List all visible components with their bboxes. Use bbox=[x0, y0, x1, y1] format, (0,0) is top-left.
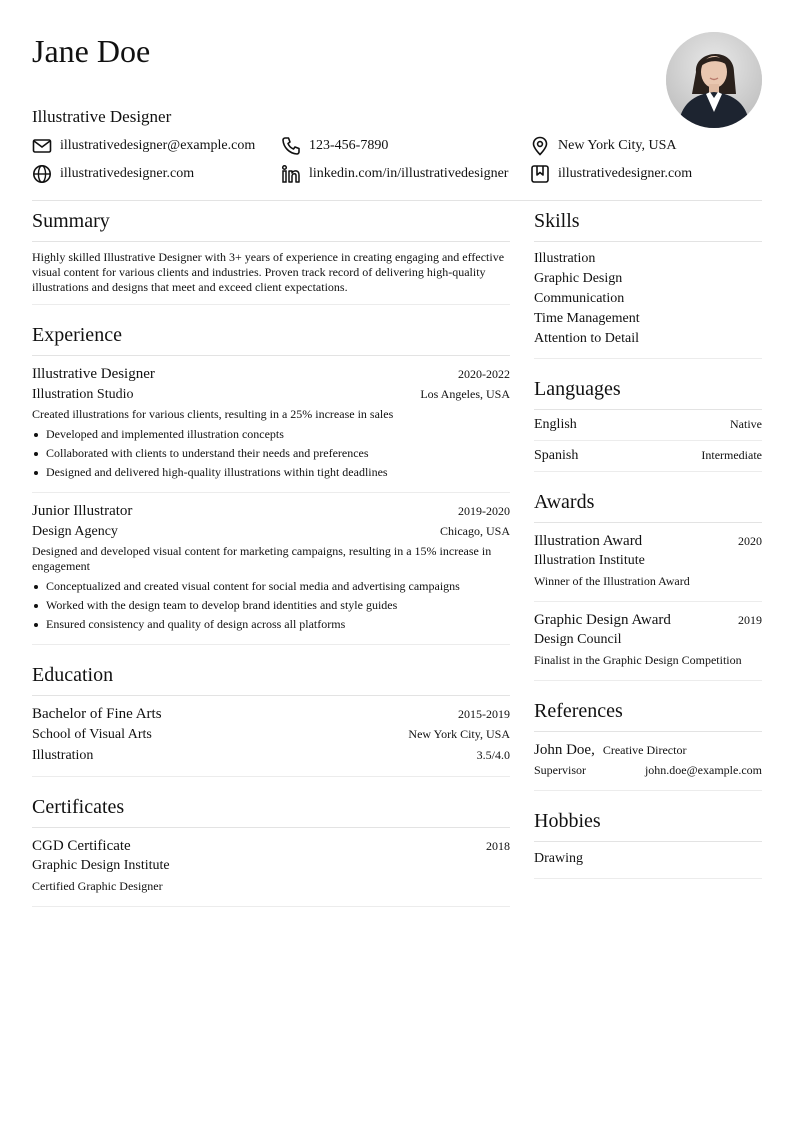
certificate-issuer: Graphic Design Institute bbox=[32, 858, 170, 873]
job-bullet: Conceptualized and created visual content for social media and advertising campaigns bbox=[32, 577, 510, 596]
award-year: 2019 bbox=[738, 613, 762, 627]
profile-photo-illustration bbox=[666, 32, 762, 128]
left-column bbox=[32, 200, 510, 925]
skills-list bbox=[534, 249, 762, 349]
skills-section bbox=[534, 209, 762, 359]
award-issuer: Illustration Institute bbox=[534, 553, 645, 568]
resume-page bbox=[32, 0, 762, 1123]
experience-heading: Experience bbox=[32, 323, 510, 356]
reference-relation: Supervisor bbox=[534, 763, 586, 777]
person-name: Jane Doe bbox=[32, 33, 151, 69]
linkedin-icon bbox=[281, 164, 301, 184]
reference-entry bbox=[534, 732, 762, 790]
contact-phone[interactable] bbox=[281, 134, 388, 158]
contact-location bbox=[530, 134, 677, 158]
job-headline: Illustrative Designer bbox=[32, 107, 172, 126]
profile-photo bbox=[666, 32, 762, 128]
award-issuer: Design Council bbox=[534, 632, 622, 647]
job-dates: 2020-2022 bbox=[458, 367, 510, 381]
reference-name: John Doe, bbox=[534, 742, 595, 758]
location-text: New York City, USA bbox=[558, 138, 677, 153]
summary-text: Highly skilled Illustrative Designer with 3+ years of experience in creating engaging and effective visual content for various clients and industries. Proven track record of delivering high-quality illustrations and designs that meet and exceed client expectations. bbox=[32, 250, 505, 294]
experience-entry bbox=[32, 493, 510, 644]
reference-email[interactable]: john.doe@example.com bbox=[644, 763, 762, 777]
reference-role: Creative Director bbox=[602, 743, 687, 757]
resume-header bbox=[32, 30, 762, 130]
experience-section bbox=[32, 323, 510, 645]
award-name: Illustration Award bbox=[534, 533, 643, 549]
contact-portfolio[interactable] bbox=[530, 162, 692, 186]
job-bullets bbox=[32, 577, 510, 634]
education-entry bbox=[32, 696, 510, 776]
language-level: Native bbox=[730, 417, 762, 431]
award-description: Finalist in the Graphic Design Competition bbox=[534, 653, 742, 667]
references-heading: References bbox=[534, 699, 762, 732]
education-section bbox=[32, 663, 510, 777]
skill-item: Time Management bbox=[534, 311, 640, 326]
experience-entry bbox=[32, 356, 510, 493]
job-company: Design Agency bbox=[32, 524, 118, 539]
certificates-section bbox=[32, 795, 510, 907]
summary-section bbox=[32, 209, 510, 305]
job-bullet: Worked with the design team to develop brand identities and style guides bbox=[32, 596, 510, 615]
contact-website[interactable] bbox=[32, 162, 194, 186]
right-column bbox=[534, 200, 762, 897]
portfolio-text: illustrativedesigner.com bbox=[558, 166, 693, 181]
field-of-study: Illustration bbox=[32, 748, 94, 763]
certificate-year: 2018 bbox=[486, 839, 510, 853]
job-description: Designed and developed visual content for marketing campaigns, resulting in a 15% increase in engagement bbox=[32, 544, 492, 573]
degree-name: Bachelor of Fine Arts bbox=[32, 706, 162, 722]
job-bullets bbox=[32, 425, 510, 482]
certificate-entry bbox=[32, 828, 510, 906]
school-name: School of Visual Arts bbox=[32, 727, 152, 742]
contact-info bbox=[32, 134, 762, 190]
language-item bbox=[534, 441, 762, 471]
contact-email[interactable] bbox=[32, 134, 255, 158]
school-location: New York City, USA bbox=[408, 727, 510, 741]
job-position: Junior Illustrator bbox=[32, 503, 133, 519]
award-year: 2020 bbox=[738, 534, 762, 548]
phone-icon bbox=[281, 136, 301, 156]
language-level: Intermediate bbox=[701, 448, 762, 462]
certificate-description: Certified Graphic Designer bbox=[32, 879, 163, 893]
linkedin-text: linkedin.com/in/illustrativedesigner bbox=[309, 166, 509, 181]
job-bullet: Ensured consistency and quality of design across all platforms bbox=[32, 615, 510, 634]
hobby-item: Drawing bbox=[534, 851, 583, 866]
job-bullet: Developed and implemented illustration concepts bbox=[32, 425, 510, 444]
language-item bbox=[534, 410, 762, 441]
globe-icon bbox=[32, 164, 52, 184]
job-bullet: Designed and delivered high-quality illustrations within tight deadlines bbox=[32, 463, 510, 482]
email-icon bbox=[32, 136, 52, 156]
languages-section bbox=[534, 377, 762, 472]
website-text: illustrativedesigner.com bbox=[60, 166, 195, 181]
hobbies-list bbox=[534, 849, 762, 869]
job-dates: 2019-2020 bbox=[458, 504, 510, 518]
skill-item: Communication bbox=[534, 291, 625, 306]
education-heading: Education bbox=[32, 663, 510, 696]
contact-linkedin[interactable] bbox=[281, 162, 508, 186]
award-entry bbox=[534, 523, 762, 602]
award-description: Winner of the Illustration Award bbox=[534, 574, 690, 588]
hobbies-heading: Hobbies bbox=[534, 809, 762, 842]
education-dates: 2015-2019 bbox=[458, 707, 510, 721]
education-gpa: 3.5/4.0 bbox=[476, 748, 510, 762]
certificates-heading: Certificates bbox=[32, 795, 510, 828]
phone-text: 123-456-7890 bbox=[309, 138, 389, 153]
job-bullet: Collaborated with clients to understand their needs and preferences bbox=[32, 444, 510, 463]
languages-heading: Languages bbox=[534, 377, 762, 410]
skill-item: Illustration bbox=[534, 251, 596, 266]
awards-section bbox=[534, 490, 762, 681]
skills-heading: Skills bbox=[534, 209, 762, 242]
award-entry bbox=[534, 602, 762, 680]
bookmark-icon bbox=[530, 164, 550, 184]
skill-item: Graphic Design bbox=[534, 271, 623, 286]
job-location: Chicago, USA bbox=[440, 524, 510, 538]
job-location: Los Angeles, USA bbox=[420, 387, 510, 401]
certificate-name: CGD Certificate bbox=[32, 838, 131, 854]
job-description: Created illustrations for various clients, resulting in a 25% increase in sales bbox=[32, 407, 394, 421]
summary-heading: Summary bbox=[32, 209, 510, 242]
award-name: Graphic Design Award bbox=[534, 612, 671, 628]
language-name: English bbox=[534, 417, 577, 432]
skill-item: Attention to Detail bbox=[534, 331, 639, 346]
email-text: illustrativedesigner@example.com bbox=[60, 138, 256, 153]
job-position: Illustrative Designer bbox=[32, 366, 155, 382]
location-pin-icon bbox=[530, 136, 550, 156]
references-section bbox=[534, 699, 762, 791]
job-company: Illustration Studio bbox=[32, 387, 134, 402]
hobbies-section bbox=[534, 809, 762, 879]
awards-heading: Awards bbox=[534, 490, 762, 523]
language-name: Spanish bbox=[534, 448, 579, 463]
